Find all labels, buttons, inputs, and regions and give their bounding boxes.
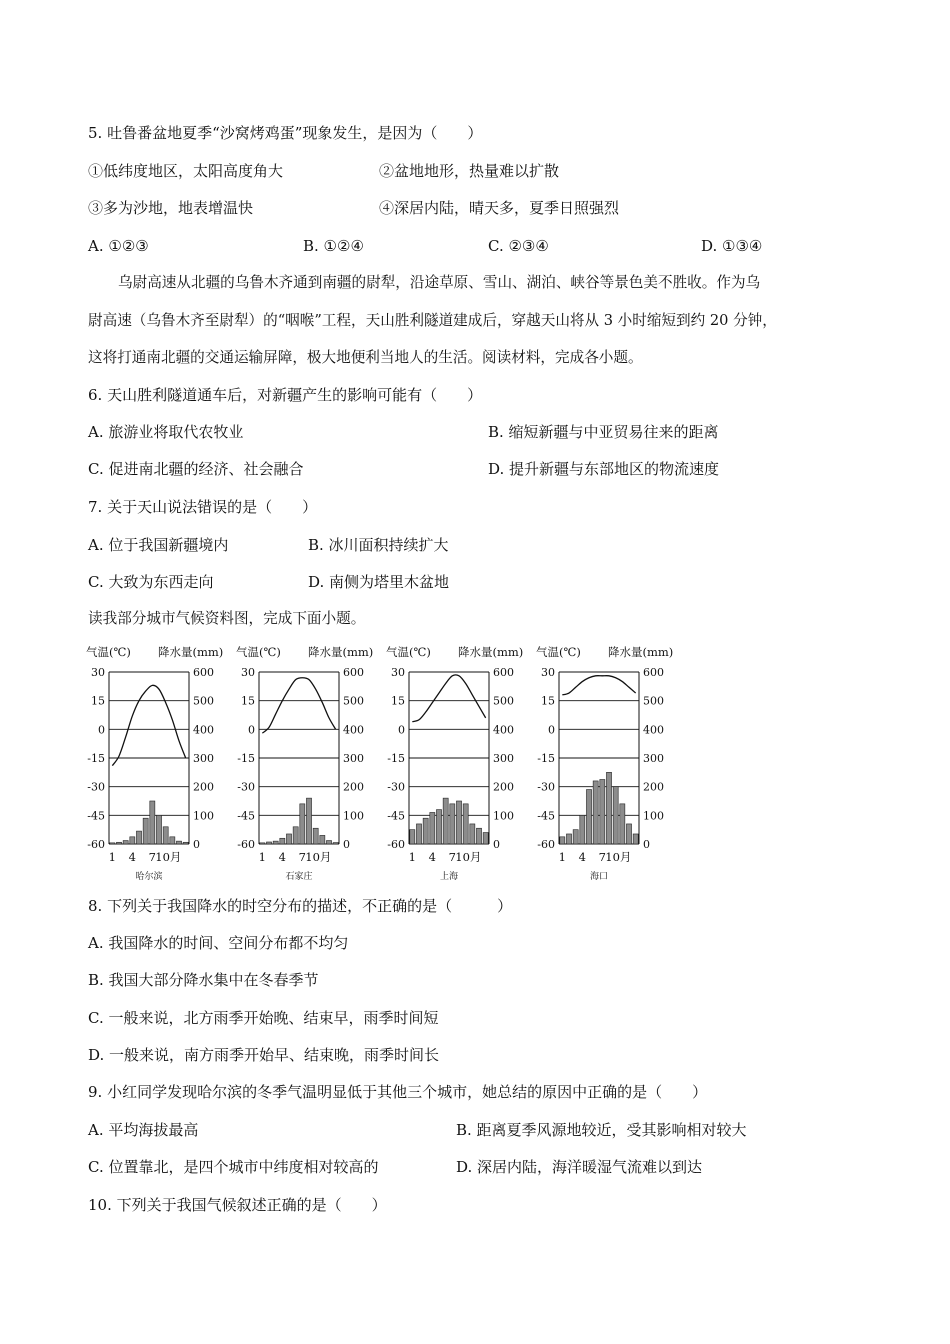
temp-tick-0-2: 0 [98,723,105,737]
precip-axis-label-0: 降水量(mm) [158,645,224,659]
temp-tick-2-5: -45 [387,809,405,823]
precip-tick-0-2: 400 [193,723,214,737]
precip-bar-1-3 [273,841,278,844]
precip-bar-0-7 [150,801,155,844]
precip-bar-0-12 [183,842,188,844]
climate-charts-svg [84,636,684,886]
temp-tick-1-2: 0 [248,723,255,737]
temp-tick-2-6: -60 [387,838,405,851]
q5-statement-3: ③多为沙地，地表增温快 [88,199,254,217]
temp-tick-1-4: -30 [237,780,255,794]
month-tick-2-2: 7 [448,850,456,864]
temp-tick-3-0: 30 [541,666,555,679]
temp-axis-label-0: 气温(℃) [86,645,131,659]
precip-bar-2-7 [450,804,455,844]
q8-stem: 8. 下列关于我国降水的时空分布的描述，不正确的是（ ） [88,897,513,915]
precip-bar-3-2 [566,834,571,844]
precip-bar-2-5 [436,810,441,844]
month-tick-3-2: 7 [598,850,606,864]
precip-tick-0-6: 0 [193,838,200,851]
precip-bar-2-6 [443,798,448,844]
precip-bar-3-8 [606,772,611,844]
q8-option-c: C. 一般来说，北方雨季开始晚、结束早，雨季时间短 [88,1009,439,1027]
precip-bar-1-12 [333,843,338,844]
precip-tick-1-0: 600 [343,666,364,679]
q5-option-b: B. ①②④ [303,237,364,255]
precip-tick-2-1: 500 [493,694,514,708]
precip-tick-3-1: 500 [643,694,664,708]
precip-tick-2-0: 600 [493,666,514,679]
temp-tick-3-3: -15 [537,752,555,765]
city-name-3: 海口 [589,872,609,882]
temp-tick-2-3: -15 [387,752,405,765]
q5-option-c: C. ②③④ [488,237,549,255]
precip-tick-0-4: 200 [193,780,214,794]
temp-tick-0-4: -30 [87,780,105,794]
precip-axis-label-3: 降水量(mm) [608,645,674,659]
precip-tick-0-3: 300 [193,752,214,765]
temp-tick-0-5: -45 [87,809,105,823]
q7-option-a: A. 位于我国新疆境内 [88,536,229,554]
q9-stem: 9. 小红同学发现哈尔滨的冬季气温明显低于其他三个城市，她总结的原因中正确的是（ ） [88,1083,708,1101]
precip-tick-2-6: 0 [493,838,500,851]
temp-tick-3-2: 0 [548,723,555,737]
precip-bar-0-6 [143,818,148,844]
precip-bar-3-11 [626,824,631,844]
precip-bar-2-12 [483,833,488,844]
temp-tick-3-1: 15 [541,694,555,708]
temp-axis-label-3: 气温(℃) [536,645,581,659]
precip-tick-3-0: 600 [643,666,664,679]
precip-tick-2-2: 400 [493,723,514,737]
q5-stem: 5. 吐鲁番盆地夏季“沙窝烤鸡蛋”现象发生，是因为（ ） [88,124,483,142]
precip-tick-0-1: 500 [193,694,214,708]
temp-tick-2-0: 30 [391,666,405,679]
temp-tick-1-0: 30 [241,666,255,679]
temp-axis-label-2: 气温(℃) [386,645,431,659]
precip-bar-1-6 [293,827,298,844]
month-tick-3-0: 1 [558,850,566,864]
temperature-curve-2 [412,675,485,722]
precip-bar-3-4 [580,815,585,844]
q6-option-c: C. 促进南北疆的经济、社会融合 [88,460,304,478]
month-tick-0-0: 1 [108,850,116,864]
precip-tick-3-6: 0 [643,838,650,851]
month-tick-3-1: 4 [578,850,586,864]
q9-option-b: B. 距离夏季风源地较近，受其影响相对较大 [456,1121,747,1139]
month-tick-2-3: 10月 [455,850,482,864]
precip-bar-0-3 [123,841,128,844]
temp-tick-1-5: -45 [237,809,255,823]
precip-bar-0-11 [176,841,181,844]
precip-bar-2-4 [430,812,435,844]
city-name-1: 石家庄 [285,872,313,882]
q6-option-a: A. 旅游业将取代农牧业 [88,423,244,441]
precip-bar-1-9 [313,828,318,844]
precip-bar-0-10 [170,837,175,844]
chart-intro: 读我部分城市气候资料图，完成下面小题。 [88,610,366,627]
precip-bar-2-11 [476,828,481,844]
precip-bar-3-12 [633,834,638,844]
q5-option-d: D. ①③④ [701,237,763,255]
precip-axis-label-2: 降水量(mm) [458,645,524,659]
precip-tick-2-5: 100 [493,809,514,823]
precip-bar-0-1 [110,843,115,844]
temp-tick-3-5: -45 [537,809,555,823]
temperature-curve-0 [112,685,185,765]
precip-tick-1-6: 0 [343,838,350,851]
q6-option-d: D. 提升新疆与东部地区的物流速度 [488,460,720,478]
city-name-2: 上海 [439,872,459,882]
q7-stem: 7. 关于天山说法错误的是（ ） [88,498,318,516]
temp-tick-2-4: -30 [387,780,405,794]
precip-tick-3-2: 400 [643,723,664,737]
q5-statement-4: ④深居内陆，晴天多，夏季日照强烈 [379,199,620,217]
precip-bar-1-11 [326,841,331,844]
precip-bar-1-7 [300,804,305,844]
precip-bar-0-5 [136,831,141,844]
passage-line-3: 这将打通南北疆的交通运输屏障，极大地便利当地人的生活。阅读材料，完成各小题。 [88,349,643,366]
temp-tick-2-1: 15 [391,694,405,708]
q10-stem: 10. 下列关于我国气候叙述正确的是（ ） [88,1196,387,1214]
climate-charts [84,636,684,886]
city-name-0: 哈尔滨 [135,872,163,882]
precip-tick-2-4: 200 [493,780,514,794]
precip-bar-1-1 [260,843,265,844]
precip-bar-0-4 [130,837,135,844]
temp-tick-2-2: 0 [398,723,405,737]
precip-bar-2-2 [416,824,421,844]
temp-tick-0-3: -15 [87,752,105,765]
temp-tick-1-6: -60 [237,838,255,851]
month-tick-1-2: 7 [298,850,306,864]
precip-tick-0-5: 100 [193,809,214,823]
precip-bar-1-4 [280,838,285,844]
precip-tick-1-4: 200 [343,780,364,794]
month-tick-3-3: 10月 [605,850,632,864]
precip-bar-3-3 [573,830,578,844]
precip-bar-1-5 [286,834,291,844]
precip-bar-2-9 [463,804,468,844]
month-tick-1-3: 10月 [305,850,332,864]
precip-tick-1-1: 500 [343,694,364,708]
precip-bar-1-8 [306,798,311,844]
precip-bar-3-10 [620,804,625,844]
month-tick-1-1: 4 [278,850,286,864]
q9-option-c: C. 位置靠北，是四个城市中纬度相对较高的 [88,1158,379,1176]
q8-option-b: B. 我国大部分降水集中在冬春季节 [88,971,319,989]
precip-tick-1-5: 100 [343,809,364,823]
precip-bar-2-8 [456,801,461,844]
precip-tick-1-2: 400 [343,723,364,737]
precip-bar-2-10 [470,824,475,844]
precip-bar-2-1 [410,830,415,844]
q5-statement-2: ②盆地地形，热量难以扩散 [379,162,560,180]
precip-tick-0-0: 600 [193,666,214,679]
precip-axis-label-1: 降水量(mm) [308,645,374,659]
q9-option-d: D. 深居内陆，海洋暖湿气流难以到达 [456,1158,703,1176]
q5-statement-1: ①低纬度地区，太阳高度角大 [88,162,284,180]
q7-option-d: D. 南侧为塔里木盆地 [308,573,450,591]
temperature-curve-1 [262,678,335,733]
precip-bar-3-6 [593,781,598,844]
q7-option-b: B. 冰川面积持续扩大 [308,536,449,554]
q6-option-b: B. 缩短新疆与中亚贸易往来的距离 [488,423,719,441]
precip-bar-1-2 [266,842,271,844]
passage-line-2: 尉高速（乌鲁木齐至尉犁）的“咽喉”工程，天山胜利隧道建成后，穿越天山将从 3 小时缩短到约 20 分钟， [88,312,777,329]
temp-tick-3-6: -60 [537,838,555,851]
temp-tick-0-6: -60 [87,838,105,851]
precip-tick-3-5: 100 [643,809,664,823]
month-tick-2-0: 1 [408,850,416,864]
precip-bar-1-10 [320,835,325,844]
passage-line-1: 乌尉高速从北疆的乌鲁木齐通到南疆的尉犁，沿途草原、雪山、湖泊、峡谷等景色美不胜收。作为乌 [118,274,761,291]
precip-bar-0-8 [156,815,161,844]
precip-bar-3-7 [600,780,605,845]
q6-stem: 6. 天山胜利隧道通车后，对新疆产生的影响可能有（ ） [88,386,483,404]
q8-option-a: A. 我国降水的时间、空间分布都不均匀 [88,934,349,952]
temp-tick-1-1: 15 [241,694,255,708]
q8-option-d: D. 一般来说，南方雨季开始早、结束晚，雨季时间长 [88,1046,440,1064]
month-tick-0-1: 4 [128,850,136,864]
precip-tick-3-4: 200 [643,780,664,794]
temp-tick-0-0: 30 [91,666,105,679]
precip-bar-3-1 [560,837,565,844]
month-tick-0-3: 10月 [155,850,182,864]
precip-tick-2-3: 300 [493,752,514,765]
q7-option-c: C. 大致为东西走向 [88,573,214,591]
precip-bar-3-5 [586,790,591,844]
month-tick-1-0: 1 [258,850,266,864]
q5-option-a: A. ①②③ [88,237,149,255]
precip-bar-3-9 [613,787,618,844]
temp-tick-1-3: -15 [237,752,255,765]
temp-axis-label-1: 气温(℃) [236,645,281,659]
precip-bar-0-9 [163,827,168,844]
precip-tick-3-3: 300 [643,752,664,765]
temperature-curve-3 [562,676,635,695]
temp-tick-0-1: 15 [91,694,105,708]
precip-tick-1-3: 300 [343,752,364,765]
q9-option-a: A. 平均海拔最高 [88,1121,199,1139]
precip-bar-2-3 [423,818,428,844]
month-tick-2-1: 4 [428,850,436,864]
precip-bar-0-2 [116,842,121,844]
month-tick-0-2: 7 [148,850,156,864]
temp-tick-3-4: -30 [537,780,555,794]
